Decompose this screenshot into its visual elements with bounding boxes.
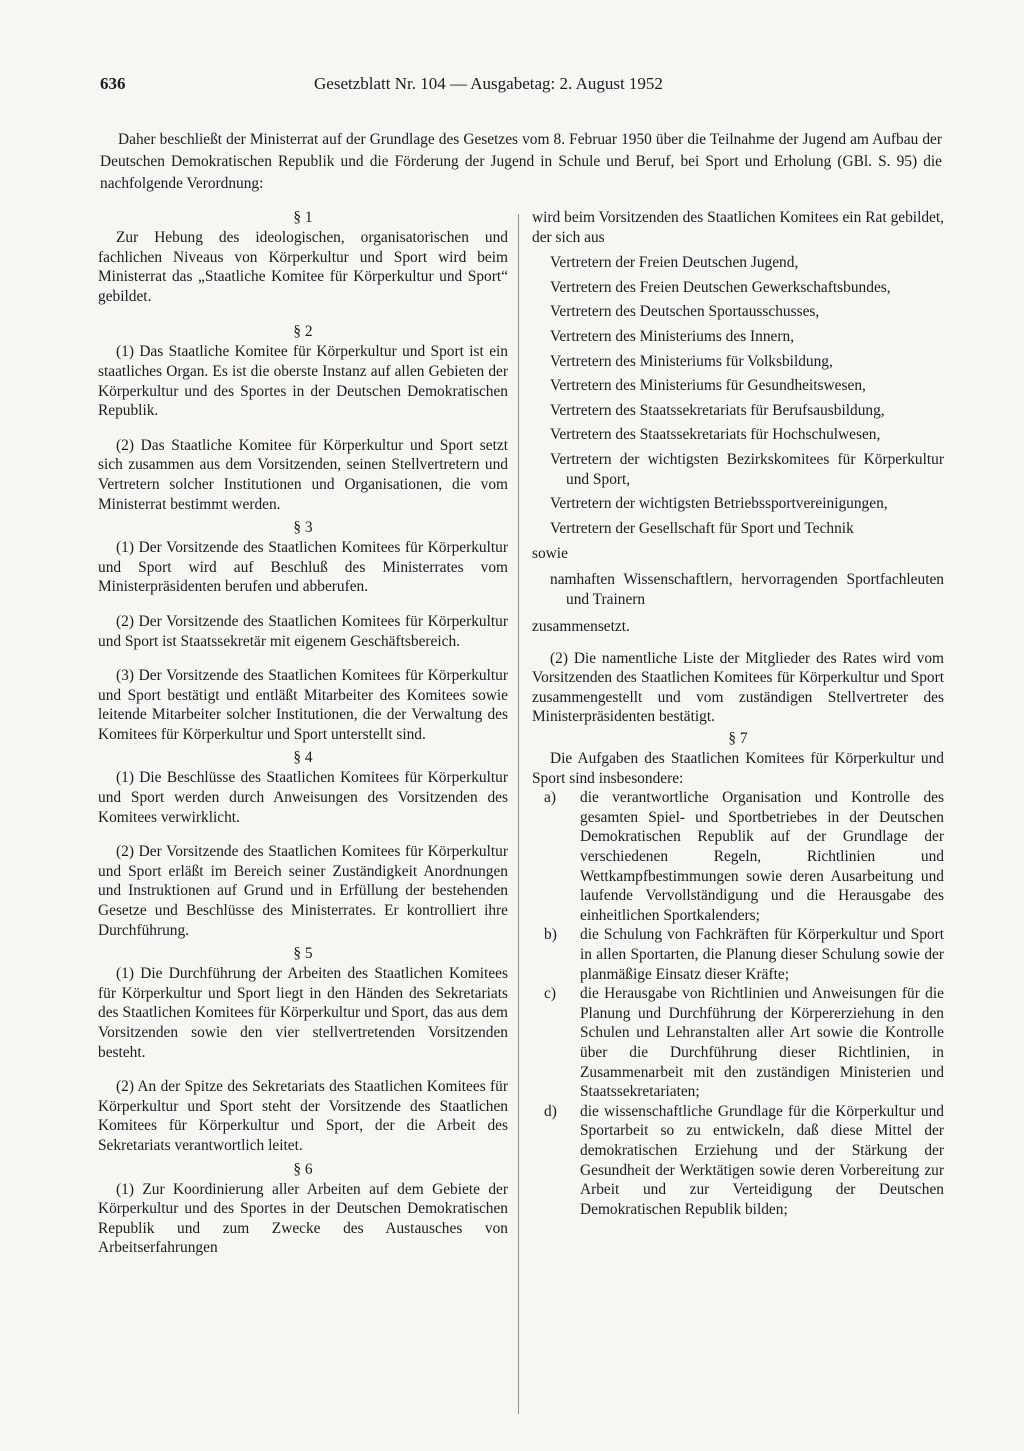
section-2-heading: § 2 — [293, 323, 313, 341]
section-4-heading: § 4 — [293, 749, 313, 767]
council-member-item: Vertretern des Staatssekretariats für Hochschulwesen, — [550, 426, 881, 444]
list-item-text: die verantwortliche Organisation und Kontrolle des gesamten Spiel- und Sportbetriebes in der Deutschen Demokratischen Republik auf der Grundlage der verschiedenen Regeln, Richtlinien und Wettkampfbestimmungen sowie deren Ausarbeitung und laufende Vervollständigung und die Herausgabe des einheitlichen Sportkalenders; — [580, 789, 944, 924]
section-4-paragraph-1: (1) Die Beschlüsse des Staatlichen Komitees für Körperkultur und Sport werden durch Anweisungen des Vorsitzenden des Komitees verwirklicht. — [98, 769, 508, 826]
section-3-paragraph-3: (3) Der Vorsitzende des Staatlichen Komitees für Körperkultur und Sport bestätigt und entläßt Mitarbeiter des Komitees sowie leitende Mitarbeiter solcher Institutionen, die der Verwaltung des Komitees für Körperkultur und Sport unterstellt sind. — [98, 667, 508, 743]
section-2-paragraph-1: (1) Das Staatliche Komitee für Körperkultur und Sport ist ein staatliches Organ. Es ist die oberste Instanz auf allen Gebieten der Körperkultur und des Sportes in der Deutschen Demokratischen Republik. — [98, 343, 508, 420]
council-member-item: Vertretern der wichtigsten Bezirkskomitees für Körperkultur und Sport, — [550, 450, 944, 488]
section-7-intro: Die Aufgaben des Staatlichen Komitees für Körperkultur und Sport sind insbesondere: — [532, 750, 944, 787]
council-member-item: Vertretern der Freien Deutschen Jugend, — [550, 254, 799, 272]
section-1-paragraph: Zur Hebung des ideologischen, organisatorischen und fachlichen Niveaus von Körperkultur und Sport wird beim Ministerrat das „Staatliche Komitee für Körperkultur und Sport“ gebildet. — [98, 229, 508, 305]
task-item-b — [532, 925, 944, 984]
section-3-paragraph-1: (1) Der Vorsitzende des Staatlichen Komitees für Körperkultur und Sport wird auf Beschluß des Ministerrates vom Ministerpräsidenten berufen und abberufen. — [98, 539, 508, 596]
section-3-paragraph-2: (2) Der Vorsitzende des Staatlichen Komitees für Körperkultur und Sport ist Staatssekretär mit eigenem Geschäftsbereich. — [98, 612, 508, 650]
list-item-text: die Herausgabe von Richtlinien und Anweisungen für die Planung und Durchführung der Körpererziehung in den Schulen und Lehranstalten aller Art sowie die Kontrolle über die Durchführung dieser Richtlinien, in Zusammenarbeit mit den zuständigen Ministerien und Staatssekretariaten; — [580, 985, 944, 1101]
section-4-paragraph-2: (2) Der Vorsitzende des Staatlichen Komitees für Körperkultur und Sport erläßt im Bereich seiner Zuständigkeit Anordnungen und Instruktionen auf Grund und in Erfüllung der bestehenden Gesetze und Beschlüsse des Ministerrates. Er kontrolliert ihre Durchführung. — [98, 843, 508, 939]
section-3-heading: § 3 — [293, 519, 313, 537]
section-6-heading: § 6 — [293, 1160, 313, 1178]
list-marker: a) — [544, 789, 556, 807]
page-number: 636 — [100, 74, 126, 93]
section-6-paragraph-2: (2) Die namentliche Liste der Mitglieder des Rates wird vom Vorsitzenden des Staatlichen Komitees für Körperkultur und Sport zusammengestellt und vom zuständigen Stellvertreter des Ministerpräsidenten bestätigt. — [532, 649, 944, 726]
sowie-text: sowie — [532, 545, 568, 563]
section-5-paragraph-1: (1) Die Durchführung der Arbeiten des Staatlichen Komitees für Körperkultur und Sport liegt in den Händen des Sekretariats des Staatlichen Komitees für Körperkultur und Sport, das aus dem Vorsitzenden sowie den vier stellvertretenden Vorsitzenden besteht. — [98, 965, 508, 1061]
council-member-item: Vertretern der wichtigsten Betriebssportvereinigungen, — [550, 495, 888, 513]
running-head: Gesetzblatt Nr. 104 — Ausgabetag: 2. August 1952 — [314, 74, 663, 93]
task-item-d — [532, 1102, 944, 1220]
council-member-item: Vertretern der Gesellschaft für Sport und Technik — [550, 519, 854, 537]
section-5-heading: § 5 — [293, 945, 313, 963]
section-6-paragraph-1: (1) Zur Koordinierung aller Arbeiten auf dem Gebiete der Körperkultur und des Sportes in der Deutschen Demokratischen Republik und zum Zwecke des Austausches von Arbeitserfahrungen — [98, 1180, 508, 1257]
council-member-item: Vertretern des Staatssekretariats für Berufsausbildung, — [550, 401, 885, 419]
council-member-item: Vertretern des Ministeriums des Innern, — [550, 327, 795, 345]
preamble: Daher beschließt der Ministerrat auf der Grundlage des Gesetzes vom 8. Februar 1950 über die Teilnahme der Jugend am Aufbau der Deutschen Demokratischen Republik und die Förderung der Jugend in Schule und Beruf, bei Sport und Erholung (GBl. S. 95) die nachfolgende Verordnung: — [100, 131, 942, 192]
list-marker: c) — [544, 985, 556, 1003]
list-item-text: die wissenschaftliche Grundlage für die Körperkultur und Sportarbeit so zu entwickeln, daß diese Mittel der demokratischen Erziehung und der Stärkung der Gesundheit der Werktätigen sowie deren Vorbereitung zur Arbeit und zur Verteidigung der Deutschen Demokratischen Republik bilden; — [580, 1102, 944, 1218]
task-item-a — [532, 788, 944, 925]
council-member-item: Vertretern des Ministeriums für Volksbildung, — [550, 352, 833, 370]
section-7-heading: § 7 — [728, 730, 748, 748]
page-header — [100, 74, 940, 100]
section-5-paragraph-2: (2) An der Spitze des Sekretariats des Staatlichen Komitees für Körperkultur und Sport steht der Vorsitzende des Staatlichen Komitees für Körperkultur und Sport, der die Arbeit des Sekretariats verantwortlich leitet. — [98, 1078, 508, 1154]
council-member-item: Vertretern des Deutschen Sportausschusses, — [550, 303, 820, 321]
section-6-continuation: wird beim Vorsitzenden des Staatlichen Komitees ein Rat gebildet, der sich aus — [532, 209, 944, 246]
experts-item: namhaften Wissenschaftlern, hervorragenden Sportfachleuten und Trainern — [550, 570, 944, 608]
list-item-text: die Schulung von Fachkräften für Körperkultur und Sport in allen Sportarten, die Planung dieser Schulung sowie der planmäßige Einsatz dieser Kräfte; — [580, 926, 944, 983]
task-item-c — [532, 984, 944, 1102]
column-divider — [518, 214, 519, 1414]
right-column — [532, 208, 944, 1219]
list-marker: b) — [544, 926, 557, 944]
section-2-paragraph-2: (2) Das Staatliche Komitee für Körperkultur und Sport setzt sich zusammen aus dem Vorsitzenden, seinen Stellvertretern und Vertretern solcher Institutionen und Organisationen, die vom Ministerrat bestimmt werden. — [98, 436, 508, 513]
council-member-item: Vertretern des Freien Deutschen Gewerkschaftsbundes, — [550, 278, 891, 296]
section-1-heading: § 1 — [293, 209, 313, 226]
left-column — [98, 208, 508, 1258]
list-marker: d) — [544, 1102, 557, 1120]
council-member-item: Vertretern des Ministeriums für Gesundheitswesen, — [550, 377, 866, 395]
zusammensetzt-text: zusammensetzt. — [532, 618, 630, 636]
